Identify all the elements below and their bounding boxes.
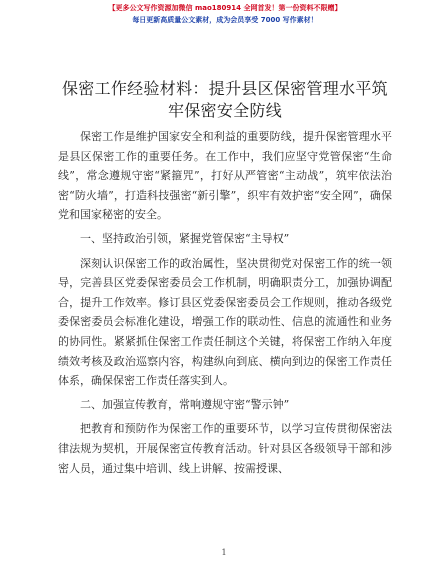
promo-banner-line-2: 每日更新高质量公文素材，成为会员享受 7000 写作素材！ <box>132 16 318 24</box>
document-body <box>58 127 392 478</box>
document-title: 保密工作经验材料：提升县区保密管理水平筑牢保密安全防线 <box>61 79 388 120</box>
section-heading-1: 一、坚持政治引领，紧握党管保密“主导权” <box>80 231 290 245</box>
promo-banner-line-1: 【更多公文写作资源加微信 mao180914 全网首发！第一份资料不限赠】 <box>108 4 342 12</box>
section-heading-2: 二、加强宣传教育，常响遵规守密“警示钟” <box>80 397 290 411</box>
section-2-paragraph: 把教育和预防作为保密工作的重要环节，以学习宣传贯彻保密法律法规为契机，开展保密宣传教育活动。针对县区各级领导干部和涉密人员，通过集中培训、线上讲解、按需授课、 <box>58 422 392 475</box>
page-number: 1 <box>221 548 227 557</box>
section-1-paragraph: 深刻认识保密工作的政治属性，坚决贯彻党对保密工作的统一领导，完善县区党委保密委员会工作机制，明确职责分工，加强协调配合，提升工作效率。修订县区党委保密委员会工作规则，推动各级党委保密委员会标准化建设，增强工作的联动性、信息的流通性和业务的协同性。紧紧抓住保密工作责任制这个关键，将保密工作纳入年度绩效考核及政治巡察内容，构建纵向到底、横向到边的保密工作责任体系，确保保密工作责任落实到人。 <box>58 256 392 388</box>
intro-paragraph: 保密工作是维护国家安全和利益的重要防线，提升保密管理水平是县区保密工作的重要任务。在工作中，我们应坚守党管保密“生命线”，常念遵规守密“紧箍咒”，打好从严管密“主动战”，筑牢依法治密“防火墙”，打造科技强密“新引擎”，织牢有效护密“安全网”，确保党和国家秘密的安全。 <box>58 130 392 222</box>
